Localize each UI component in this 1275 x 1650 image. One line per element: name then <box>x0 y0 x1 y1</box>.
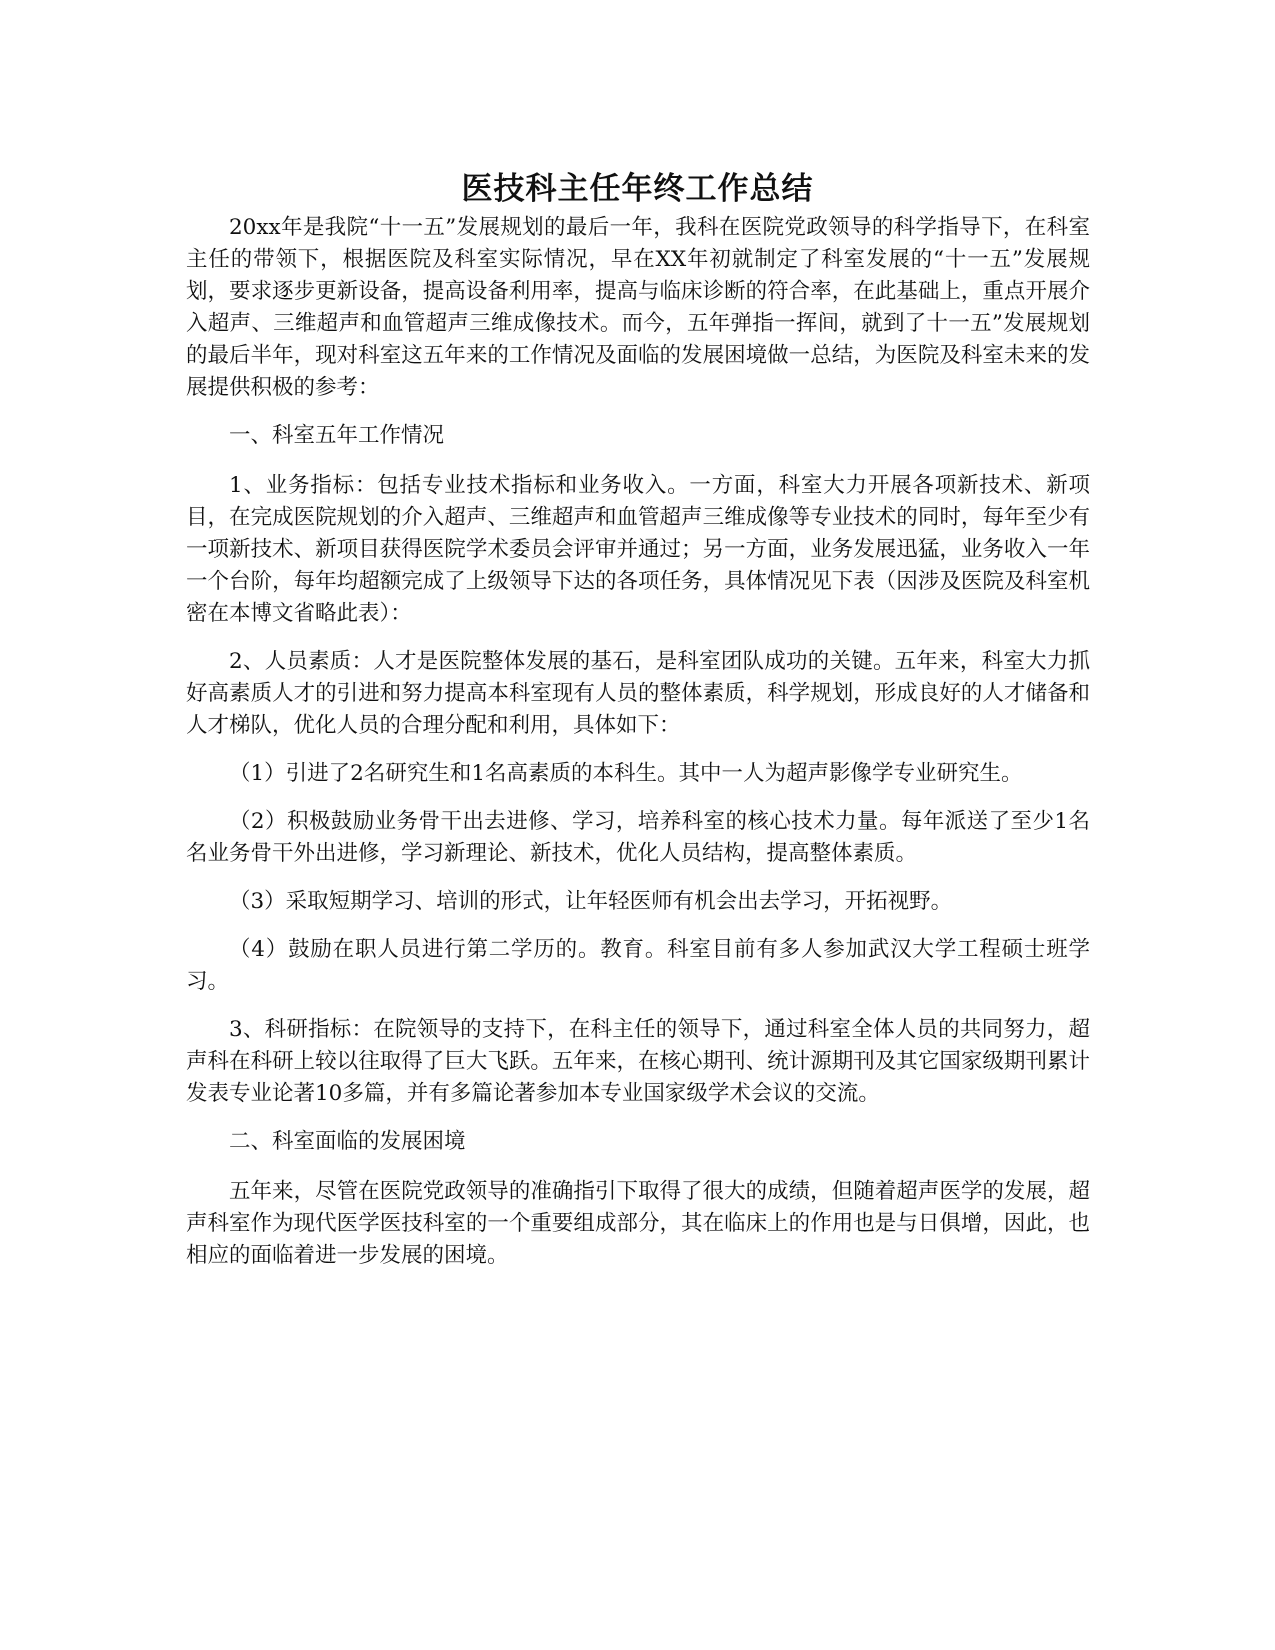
challenges-paragraph: 五年来，尽管在医院党政领导的准确指引下取得了很大的成绩，但随着超声医学的发展，超声科室作为现代医学医技科室的一个重要组成部分，其在临床上的作用也是与日俱增，因此，也相应的面临着进一步发展的困境。 <box>186 1179 1090 1268</box>
staff-quality-paragraph: 2、人员素质：人才是医院整体发展的基石，是科室团队成功的关键。五年来，科室大力抓好高素质人才的引进和努力提高本科室现有人员的整体素质，科学规划，形成良好的人才储备和人才梯队，优化人员的合理分配和利用，具体如下： <box>186 649 1090 738</box>
staff-item-3: （3）采取短期学习、培训的形式，让年轻医师有机会出去学习，开拓视野。 <box>229 889 953 914</box>
section-heading-challenges: 二、科室面临的发展困境 <box>229 1129 466 1154</box>
research-indicators-paragraph: 3、科研指标：在院领导的支持下，在科主任的领导下，通过科室全体人员的共同努力，超声科在科研上较以往取得了巨大飞跃。五年来，在核心期刊、统计源期刊及其它国家级期刊累计发表专业论著10多篇，并有多篇论著参加本专业国家级学术会议的交流。 <box>186 1017 1090 1106</box>
staff-item-2: （2）积极鼓励业务骨干出去进修、学习，培养科室的核心技术力量。每年派送了至少1名名业务骨干外出进修，学习新理论、新技术，优化人员结构，提高整体素质。 <box>186 809 1090 866</box>
document-body <box>186 212 1090 1288</box>
staff-item-4: （4）鼓励在职人员进行第二学历的。教育。科室目前有多人参加武汉大学工程硕士班学习。 <box>186 937 1090 994</box>
intro-paragraph: 20xx年是我院“十一五”发展规划的最后一年，我科在医院党政领导的科学指导下，在科室主任的带领下，根据医院及科室实际情况，早在XX年初就制定了科室发展的“十一五”发展规划，要求逐步更新设备，提高设备利用率，提高与临床诊断的符合率，在此基础上，重点开展介入超声、三维超声和血管超声三维成像技术。而今，五年弹指一挥间，就到了十一五”发展规划的最后半年，现对科室这五年来的工作情况及面临的发展困境做一总结，为医院及科室未来的发展提供积极的参考： <box>186 215 1090 400</box>
business-indicators-paragraph: 1、业务指标：包括专业技术指标和业务收入。一方面，科室大力开展各项新技术、新项目，在完成医院规划的介入超声、三维超声和血管超声三维成像等专业技术的同时，每年至少有一项新技术、新项目获得医院学术委员会评审并通过；另一方面，业务发展迅猛，业务收入一年一个台阶，每年均超额完成了上级领导下达的各项任务，具体情况见下表（因涉及医院及科室机密在本博文省略此表）： <box>186 473 1090 626</box>
staff-item-1: （1）引进了2名研究生和1名高素质的本科生。其中一人为超声影像学专业研究生。 <box>229 761 1023 786</box>
section-heading-work-status: 一、科室五年工作情况 <box>229 423 445 448</box>
document-title: 医技科主任年终工作总结 <box>461 170 814 207</box>
